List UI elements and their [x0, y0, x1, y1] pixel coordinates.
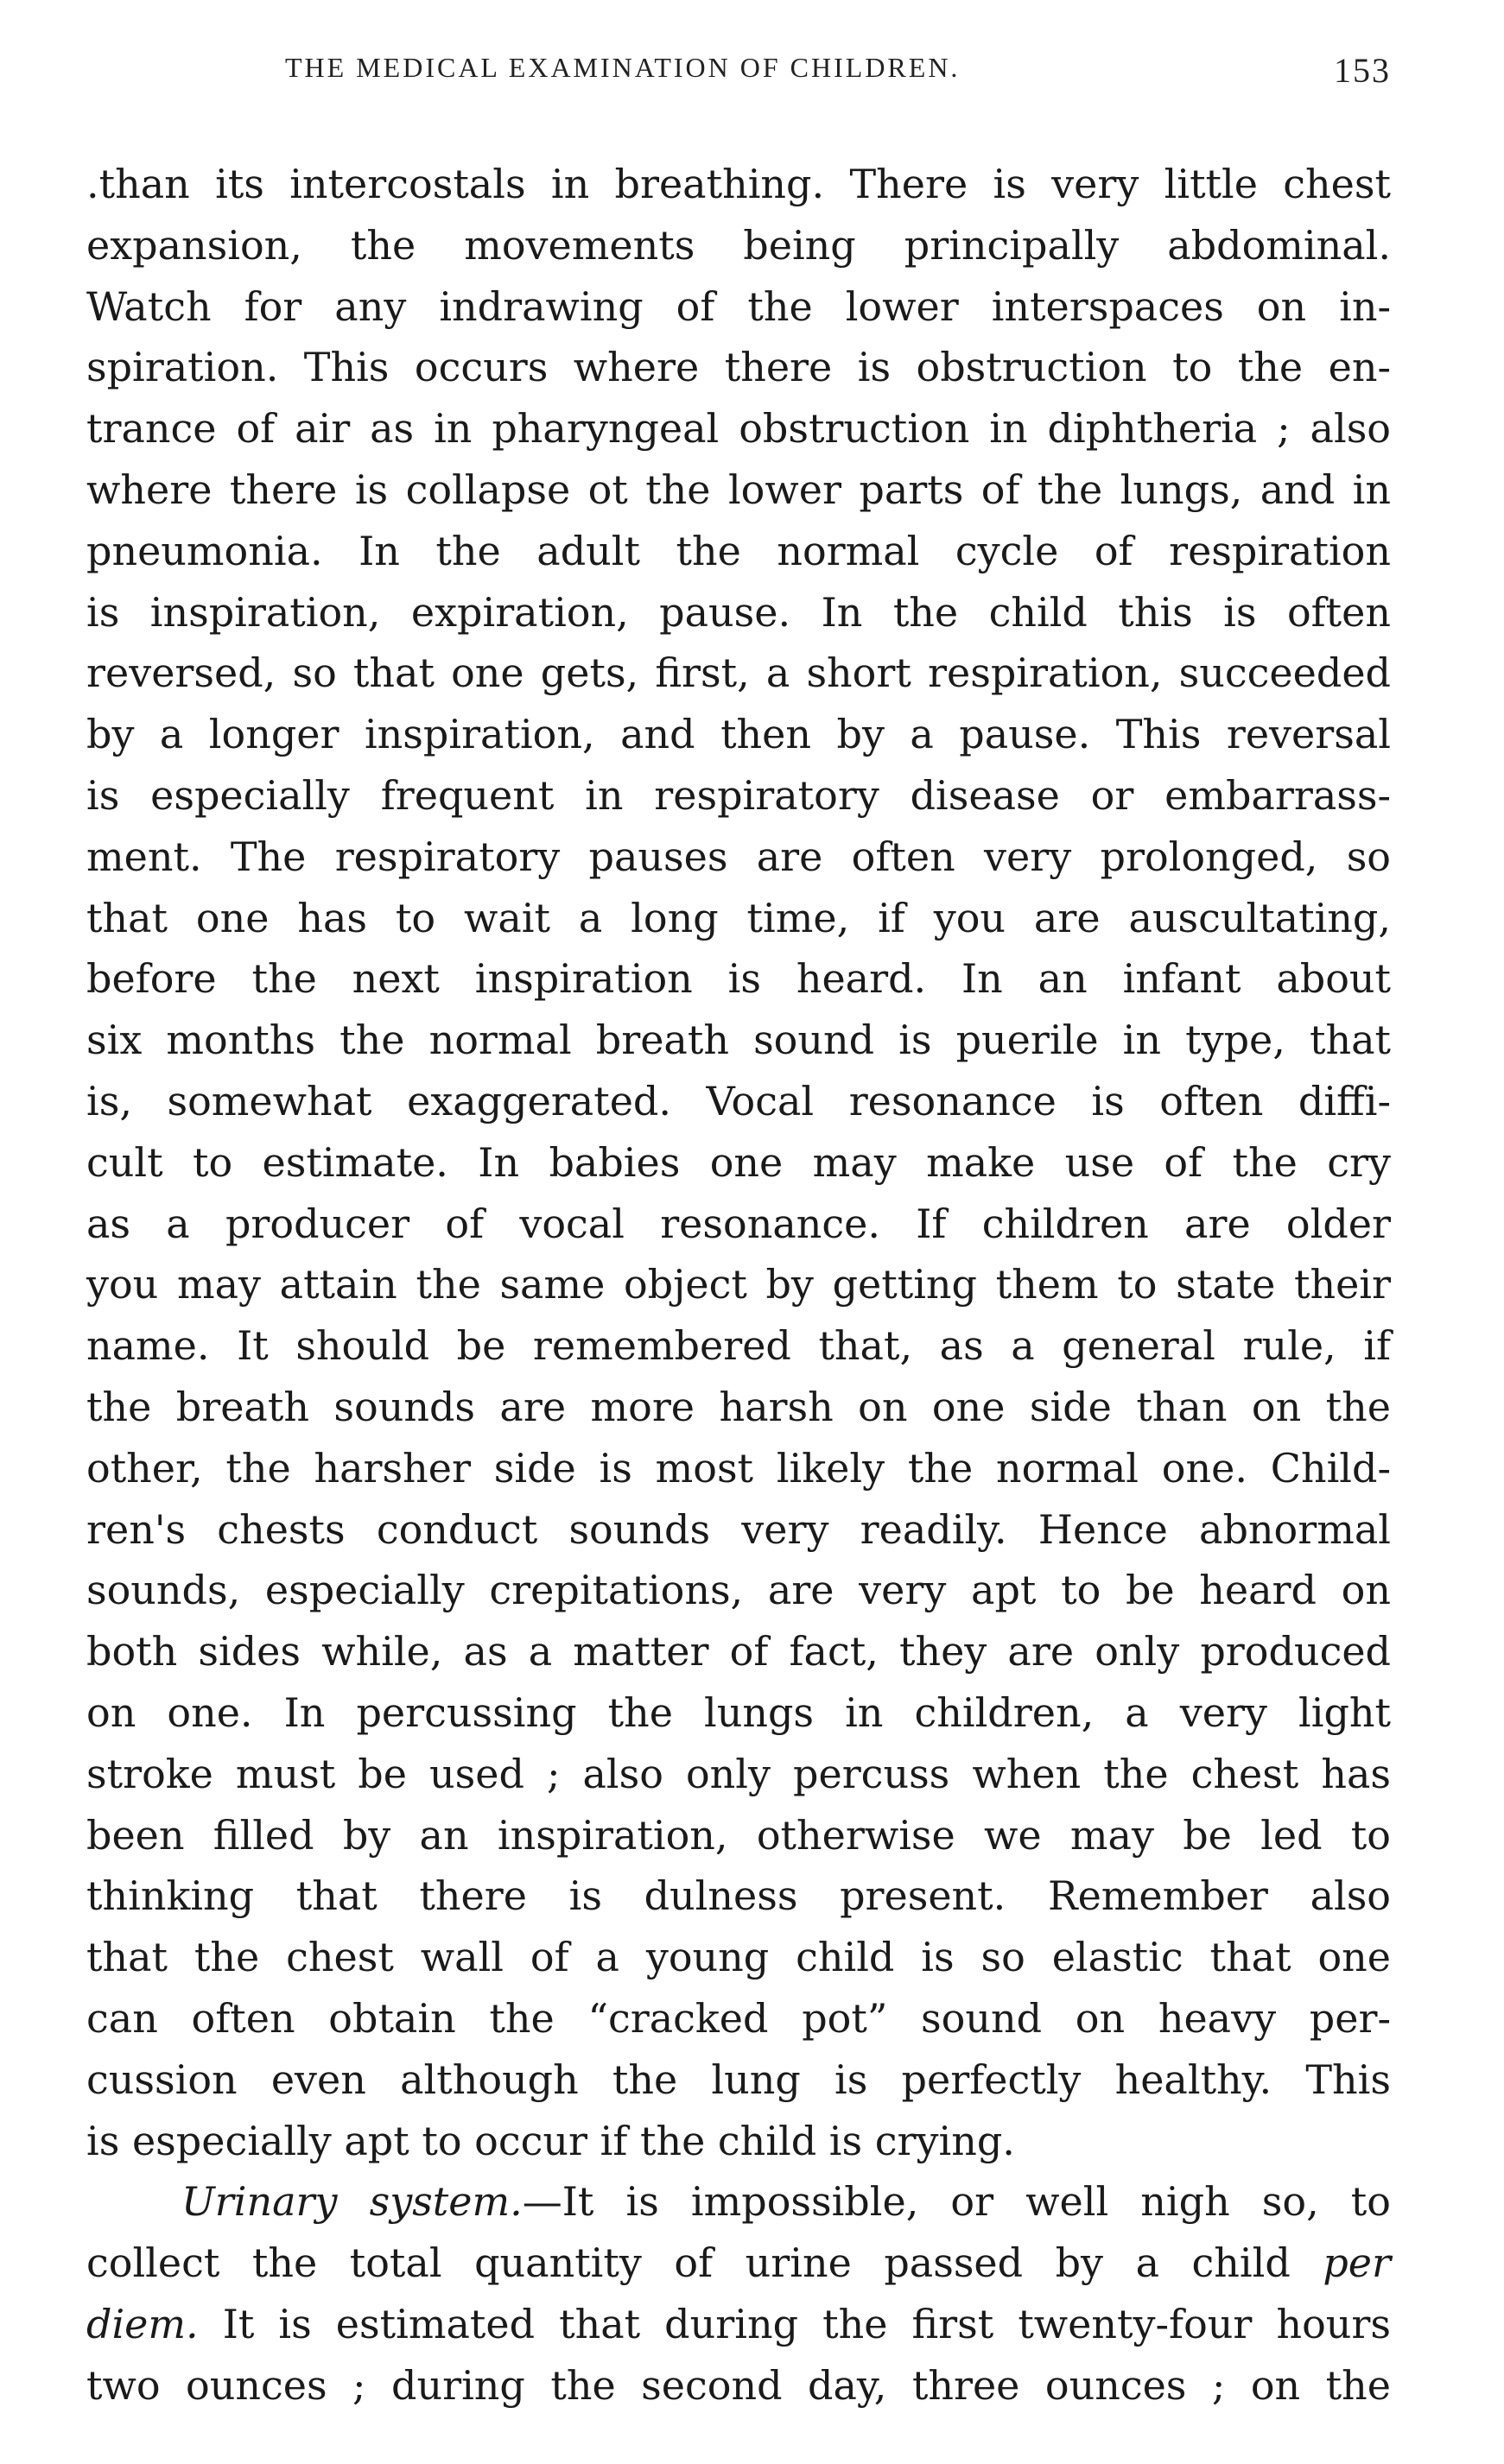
text-line: cult to estimate. In babies one may make use of the cry — [86, 1138, 1391, 1186]
text-line: stroke must be used ; also only percuss when the chest has — [86, 1750, 1391, 1797]
section-text: —It is impossible, or well nigh so, to — [522, 2178, 1391, 2226]
body-text — [86, 154, 1391, 2416]
text-line — [86, 2233, 1391, 2294]
latin-term: per — [1323, 2239, 1391, 2287]
text-line: as a producer of vocal resonance. If children are older — [86, 1200, 1391, 1247]
text-line: both sides while, as a matter of fact, they are only produced — [86, 1628, 1391, 1675]
text-line: by a longer inspiration, and then by a pause. This reversal — [86, 711, 1391, 758]
section-line — [86, 2171, 1391, 2233]
text-line: that the chest wall of a young child is so elastic that one — [86, 1934, 1391, 1981]
page-number: 153 — [1334, 51, 1391, 90]
section-heading: Urinary system. — [181, 2178, 523, 2226]
running-title: THE MEDICAL EXAMINATION OF CHILDREN. — [285, 52, 961, 83]
text-line: is especially apt to occur if the child is crying. — [86, 2117, 1015, 2164]
latin-term: diem. — [86, 2300, 199, 2347]
text-line: Watch for any indrawing of the lower interspaces on in- — [86, 282, 1391, 330]
text-line: spiration. This occurs where there is obstruction to the en- — [86, 344, 1391, 391]
text-line: other, the harsher side is most likely the normal one. Child- — [86, 1444, 1391, 1492]
text-line: reversed, so that one gets, first, a short respiration, succeeded — [86, 649, 1391, 697]
text-line: ren's chests conduct sounds very readily. Hence abnormal — [86, 1505, 1391, 1553]
text-line: expansion, the movements being principally abdominal. — [86, 221, 1391, 269]
text-line: name. It should be remembered that, as a general rule, if — [86, 1322, 1391, 1370]
text-span: It is estimated that during the first twenty-four hours — [198, 2300, 1391, 2347]
text-line: can often obtain the “cracked pot” sound on heavy per- — [86, 1994, 1391, 2042]
text-line: sounds, especially crepitations, are very apt to be heard on — [86, 1567, 1391, 1614]
text-line: thinking that there is dulness present. Remember also — [86, 1872, 1391, 1920]
text-line: you may attain the same object by getting them to state their — [86, 1261, 1391, 1308]
text-line: .than its intercostals in breathing. There is very little chest — [86, 161, 1391, 207]
text-line: pneumonia. In the adult the normal cycle of respiration — [86, 527, 1391, 574]
text-span: collect the total quantity of urine passed by a child — [86, 2239, 1323, 2287]
text-line: on one. In percussing the lungs in children, a very light — [86, 1688, 1391, 1736]
text-line: before the next inspiration is heard. In an infant about — [86, 955, 1391, 1003]
text-line: trance of air as in pharyngeal obstruction in diphtheria ; also — [86, 405, 1391, 453]
text-line: two ounces ; during the second day, three ounces ; on the — [86, 2361, 1391, 2409]
text-line: the breath sounds are more harsh on one side than on the — [86, 1383, 1391, 1430]
text-line: is inspiration, expiration, pause. In the child this is often — [86, 588, 1391, 636]
text-line — [86, 2294, 1391, 2355]
text-line: ment. The respiratory pauses are often very prolonged, so — [86, 833, 1391, 880]
text-line: is especially frequent in respiratory disease or embarrass- — [86, 771, 1391, 819]
text-line: been filled by an inspiration, otherwise we may be led to — [86, 1811, 1391, 1859]
text-line: is, somewhat exaggerated. Vocal resonance is often diffi- — [86, 1077, 1391, 1124]
text-line: six months the normal breath sound is puerile in type, that — [86, 1017, 1391, 1064]
text-line: that one has to wait a long time, if you are auscultating, — [86, 894, 1391, 941]
text-line: cussion even although the lung is perfectly healthy. This — [86, 2055, 1391, 2103]
text-line: where there is collapse ot the lower parts of the lungs, and in — [86, 466, 1391, 513]
